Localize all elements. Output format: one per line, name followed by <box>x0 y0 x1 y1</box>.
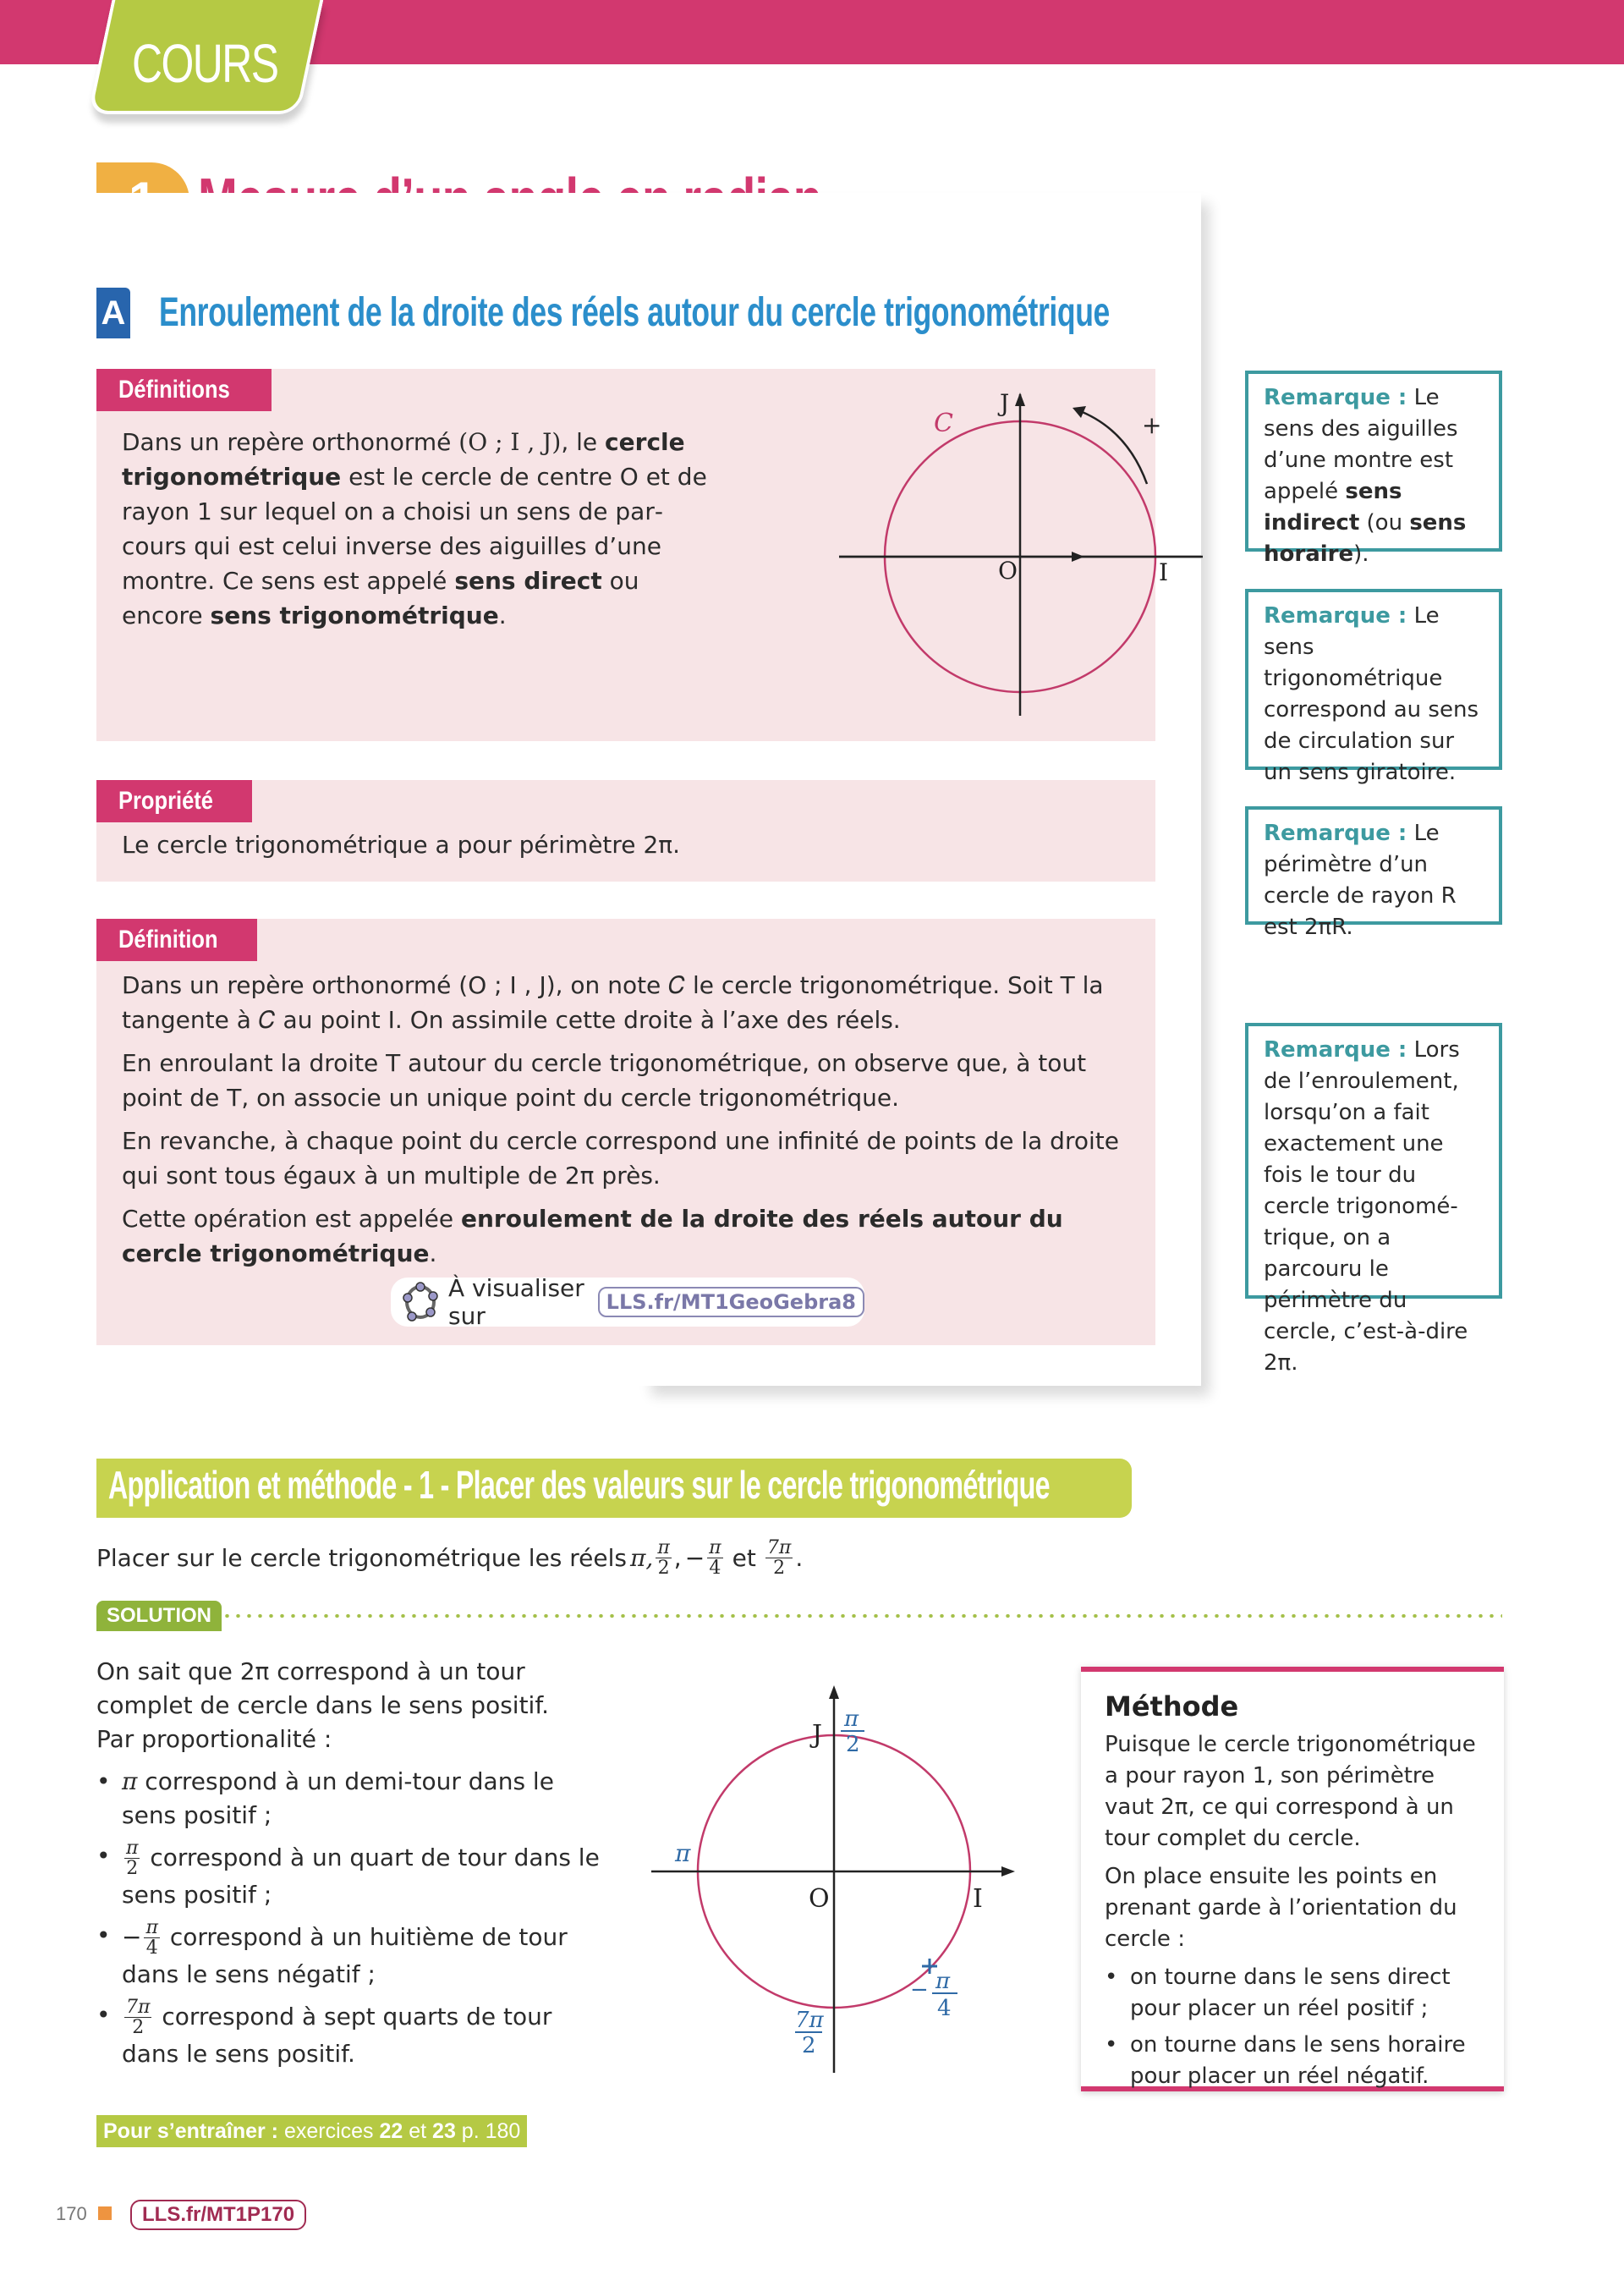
plus-label: + <box>1142 411 1162 439</box>
visualise-label: À visualiser sur <box>448 1274 584 1330</box>
solution-item: • $\frac{\pi}{2}$ correspond à un quart de tour dans le sens positif ; <box>96 1839 604 1912</box>
geogebra-icon <box>401 1283 440 1322</box>
definition-tag: Définition <box>96 919 257 961</box>
application-title: Application et méthode - 1 - Placer des valeurs sur le cercle trigonométrique <box>108 1463 1050 1507</box>
label-j: J <box>1000 389 1010 417</box>
page-link[interactable]: LLS.fr/MT1P170 <box>130 2200 306 2230</box>
svg-text:4: 4 <box>937 1996 952 2021</box>
footer-square-icon <box>98 2206 112 2220</box>
solution-tag: SOLUTION <box>96 1601 222 1631</box>
methode-list <box>1105 1962 1480 2092</box>
y-axis-arrow-icon <box>1015 393 1025 406</box>
svg-text:−: − <box>910 1977 929 2003</box>
solution-circle-figure <box>634 1658 1040 2081</box>
label-i: I <box>973 1884 983 1914</box>
svg-text:7π: 7π <box>795 2008 824 2033</box>
definitions-text: Dans un repère orthonormé (O ; I , J), le cercle trigonométrique est le cercle de centre O et de rayon 1 sur lequel on a choisi un sens de parcours qui est celui inverse des aiguilles d’une montre. Ce sens est appelé sens direct ou encore sens trigonométrique. <box>122 428 707 629</box>
label-o: O <box>809 1884 830 1914</box>
definition-text <box>122 968 1137 1279</box>
fraction-pi-over-4: $\frac{\pi}{4}$ <box>709 1537 721 1579</box>
page-number: 170 <box>56 2203 87 2224</box>
solution-item: • π correspond à un demi-tour dans le sens positif ; <box>96 1765 604 1833</box>
definition-paragraph: Cette opération est appelée enroulement de la droite des réels autour du cercle trigonométrique. <box>122 1205 1063 1267</box>
label-j: J <box>812 1720 823 1750</box>
svg-text:π: π <box>935 1969 951 1994</box>
definition-paragraph: En enroulant la droite T autour du cercle trigonométrique, on observe que, à tout point de T, on associe un unique point du cercle trigonométrique. <box>122 1049 1087 1112</box>
x-axis-arrow-icon <box>1001 1866 1015 1877</box>
label-i: I <box>1159 558 1169 586</box>
remark-box-3: Remarque : Le périmètre d’un cercle de rayon R est 2πR. <box>1245 806 1502 925</box>
methode-title: Méthode <box>1105 1690 1239 1723</box>
label-o: O <box>998 557 1018 585</box>
svg-text:2: 2 <box>802 2033 816 2058</box>
subsection-title: Enroulement de la droite des réels autour du cercle trigonométrique <box>159 290 1110 335</box>
property-tag: Propriété <box>96 780 252 822</box>
geogebra-link[interactable]: LLS.fr/MT1GeoGebra8 <box>598 1287 864 1317</box>
solution-text: On sait que 2π correspond à un tour complet de cercle dans le sens positif. Par proportionalité : • π correspond à un demi-tour dans le sens positif ; • $\frac{\pi}{2}$ correspond à un quart de tour dans le sens positif ; • − $\frac{\pi}{4}$ correspond à un huitième de tour dans le sens négatif ; • $\frac{7\pi}{2}$ correspond à sept quarts de tour dans le sens positif. <box>96 1655 604 2078</box>
solution-list <box>96 1765 604 2071</box>
methode-item: • on tourne dans le sens horaire pour placer un réel négatif. <box>1105 2030 1480 2092</box>
definition-paragraph: En revanche, à chaque point du cercle correspond une infinité de points de la droite qui sont tous égaux à un multiple de 2π près. <box>122 1127 1119 1190</box>
y-axis-arrow-icon <box>829 1685 839 1699</box>
cours-label: COURS <box>132 33 278 94</box>
unit-circle-figure <box>738 369 1169 741</box>
solution-item: • $\frac{7\pi}{2}$ correspond à sept quarts de tour dans le sens positif. <box>96 1998 604 2071</box>
svg-text:2: 2 <box>846 1732 860 1757</box>
methode-box: Méthode Puisque le cercle trigonométrique a pour rayon 1, son périmètre vaut 2π, ce qui correspond à un tour complet du cercle. On place ensuite les points en prenant garde à l’orientation du cercle : • on tourne dans le sens direct pour placer un réel positif ; • on tourne dans le sens horaire pour placer un réel négatif. <box>1081 1667 1504 2091</box>
curve-label: C <box>934 409 953 438</box>
geogebra-visualise-link[interactable] <box>391 1274 864 1330</box>
label-pi: π <box>675 1839 691 1867</box>
definitions-box <box>96 369 1169 741</box>
x-axis-arrow-icon <box>1072 552 1084 562</box>
property-text: Le cercle trigonométrique a pour périmètre 2π. <box>122 831 681 859</box>
remark-box-4: Remarque : Lors de l’enroulement, lorsqu’on a fait exactement une fois le tour du cercle trigonométrique, on a parcouru le périmètre du cercle, c’est-à-dire 2π. <box>1245 1023 1502 1299</box>
dotted-separator <box>222 1614 1502 1618</box>
definition-paragraph: Dans un repère orthonormé (O ; I , J), on note 𝐶 le cercle trigonométrique. Soit T la tangente à 𝐶 au point I. On assimile cette droite à l’axe des réels. <box>122 971 1104 1034</box>
exercise-statement: Placer sur le cercle trigonométrique les réels π, $\frac{\pi}{2}$ , − $\frac{\pi}{4}$ et $\frac{7\pi}{2}$ . <box>96 1537 804 1579</box>
methode-item: • on tourne dans le sens direct pour placer un réel positif ; <box>1105 1962 1480 2025</box>
property-box <box>96 780 1155 882</box>
fraction-7pi-over-2: $\frac{7\pi}{2}$ <box>766 1537 792 1579</box>
subsection-letter: A <box>96 288 130 338</box>
practice-reference[interactable]: Pour s’entraîner : exercices 22 et 23 p. 180 <box>96 2115 527 2147</box>
remark-box-1: Remarque : Le sens des aiguilles d’une montre est appelé sens indirect (ou sens horaire). <box>1245 371 1502 552</box>
definitions-tag: Définitions <box>96 369 272 411</box>
solution-item: • − $\frac{\pi}{4}$ correspond à un huitième de tour dans le sens négatif ; <box>96 1919 604 1992</box>
fraction-pi-over-2: $\frac{\pi}{2}$ <box>657 1537 670 1579</box>
remark-box-2: Remarque : Le sens trigonométrique correspond au sens de circulation sur un sens giratoire. <box>1245 589 1502 770</box>
svg-text:π: π <box>844 1706 859 1732</box>
